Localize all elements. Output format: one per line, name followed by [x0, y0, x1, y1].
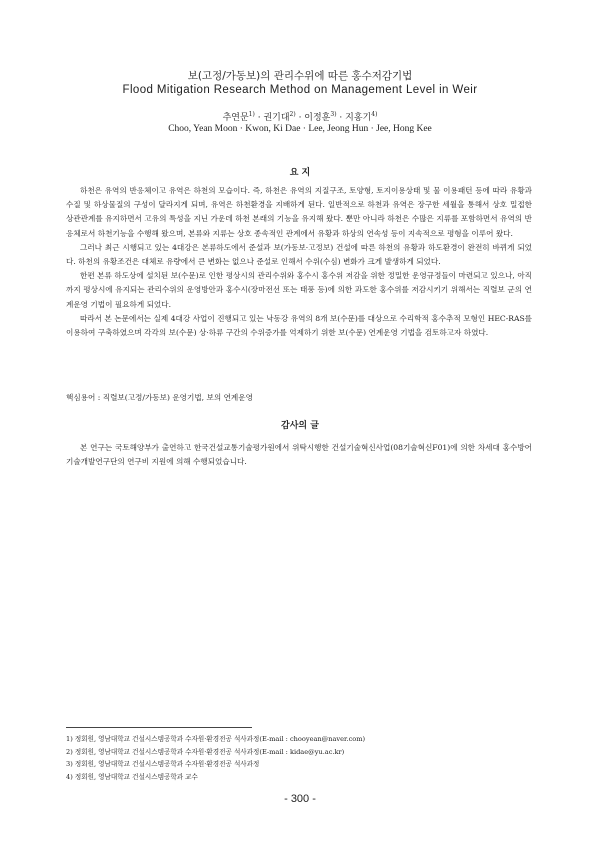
- footnote: 2) 정회원, 영남대학교 건설시스템공학과 수자원·환경전공 석사과정(E-mail : kidae@yu.ac.kr): [66, 747, 345, 756]
- footnote: 4) 정회원, 영남대학교 건설시스템공학과 교수: [66, 772, 198, 781]
- page-number: - 300 -: [284, 793, 316, 805]
- footnotes: [66, 733, 532, 783]
- abstract-paragraph: 한편 본류 하도상에 설치된 보(수문)로 인한 평상시의 관리수위와 홍수시 홍수위 저감을 위한 정밀한 운영규정들이 마련되고 있으나, 아직까지 평상시에 유지되는 관리수위의 운영방안과 홍수시(장마전선 또는 태풍 등)에 의한 과도한 홍수위를 저감시키기 위해서는 직렬보 군의 연계운영 기법이 필요하게 되었다.: [66, 271, 532, 309]
- authors-english: Choo, Yean Moon · Kwon, Ki Dae · Lee, Jeong Hun · Jee, Hong Kee: [168, 124, 432, 134]
- title-english: Flood Mitigation Research Method on Management Level in Weir: [122, 84, 478, 96]
- authors-korean: [0, 110, 600, 123]
- author-mark: 2): [289, 111, 296, 118]
- acknowledgment-body: [66, 441, 532, 469]
- author-mark: 4): [371, 111, 378, 118]
- abstract-heading: 요 지: [289, 168, 311, 178]
- author-separator: ·: [336, 113, 346, 123]
- author-mark: 1): [248, 111, 255, 118]
- author-name: 이정훈: [304, 113, 331, 123]
- keywords-text: 직렬보(고정/가동보) 운영기법, 보의 연계운영: [102, 393, 253, 402]
- keywords: [66, 392, 532, 403]
- abstract-paragraph: 따라서 본 논문에서는 실제 4대강 사업이 진행되고 있는 낙동강 유역의 8개 보(수문)를 대상으로 수리학적 홍수추적 모형인 HEC-RAS를 이용하여 구축하였으며 각각의 보(수문) 상·하류 구간의 수위증가를 억제하기 위한 보(수문) 연계운영 기법을 검토하고자 하였다.: [66, 313, 532, 338]
- title-korean: 보(고정/가동보)의 관리수위에 따른 홍수저감기법: [187, 70, 413, 82]
- author-name: 지홍기: [345, 113, 372, 123]
- abstract-paragraph: 하천은 유역의 반응체이고 유역은 하천의 모습이다. 즉, 하천은 유역의 지질구조, 토양형, 토지이용상태 및 물 이용패턴 등에 따라 유황과 수질 및 하상물질의 구성이 달라지게 되며, 유역은 하천환경을 지배하게 된다. 일반적으로 하천과 유역은 장구한 세월을 통해서 상호 밀접한 상관관계를 유지하면서 고유의 특성을 지닌 가운데 하천 본래의 기능을 유지해 왔다. 뿐만 아니라 하천은 수많은 지류를 포함하면서 유역의 반응체로서 하천기능을 수행해 왔으며, 본류와 지류는 상호 종속적인 관계에서 유황과 하상의 연속성 등이 지속적으로 평형을 이루어 왔다.: [66, 186, 532, 238]
- acknowledgment-heading: 감사의 글: [281, 421, 319, 431]
- keywords-label: 핵심용어 :: [66, 393, 101, 402]
- author-mark: 3): [330, 111, 337, 118]
- acknowledgment-paragraph: 본 연구는 국토해양부가 출연하고 한국건설교통기술평가원에서 위탁시행한 건설기술혁신사업(08기술혁신F01)에 의한 차세대 홍수방어기술개발연구단의 연구비 지원에 의해 수행되었습니다.: [66, 443, 532, 467]
- author-name: 권기대: [263, 113, 290, 123]
- footnote: 1) 정회원, 영남대학교 건설시스템공학과 수자원·환경전공 석사과정(E-mail : chooyean@naver.com): [66, 735, 366, 743]
- author-separator: ·: [295, 113, 305, 123]
- abstract-body: [66, 184, 532, 340]
- author-separator: ·: [254, 113, 264, 123]
- footnote: 3) 정회원, 영남대학교 건설시스템공학과 수자원·환경전공 석사과정: [66, 760, 260, 769]
- abstract-paragraph: 그러나 최근 시행되고 있는 4대강은 본류하도에서 준설과 보(가동보·고정보) 건설에 따른 하천의 유황과 하도환경이 완전히 바뀌게 되었다. 하천의 유황조건은 대체로 유량에서 큰 변화는 없으나 준설로 인해서 수위(수심) 변화가 크게 발생하게 되었다.: [66, 242, 532, 267]
- footnote-divider: [66, 727, 252, 728]
- author-name: 추연문: [222, 113, 249, 123]
